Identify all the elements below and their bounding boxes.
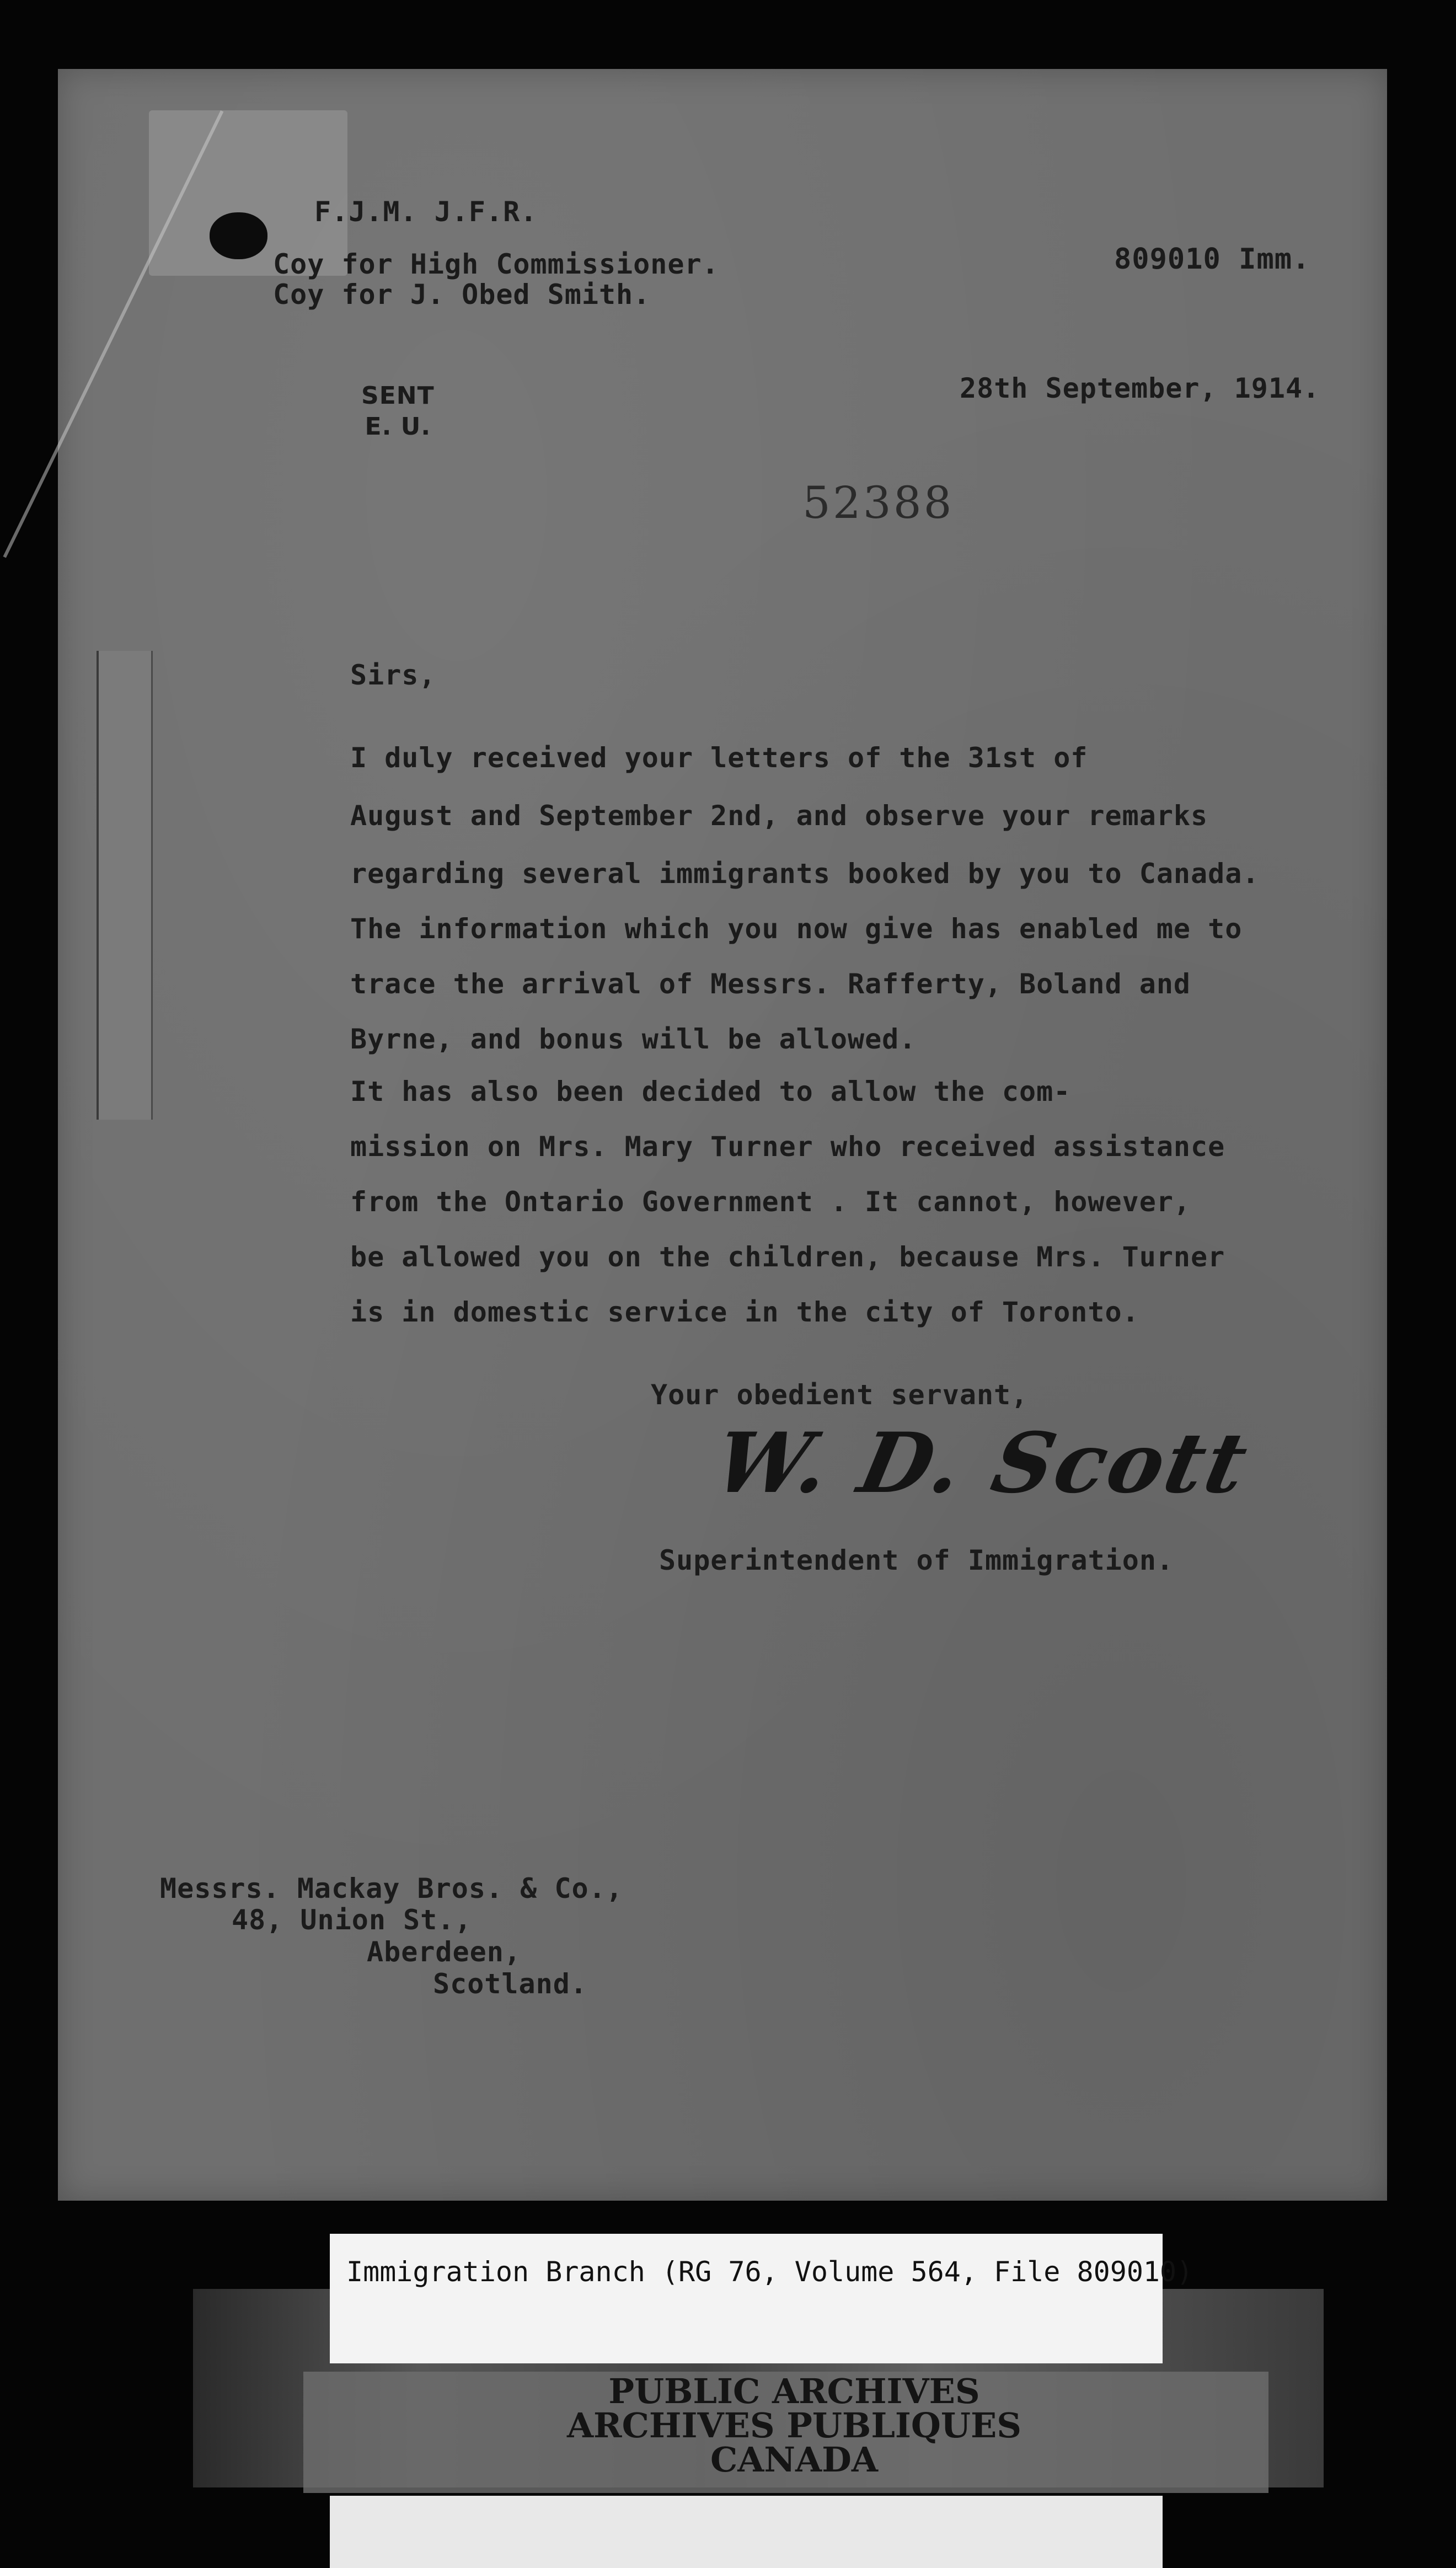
reference-initials: F.J.M. J.F.R. [314, 196, 538, 228]
sent-stamp [361, 381, 435, 442]
punch-hole [210, 212, 267, 259]
archives-stamp [546, 2371, 1042, 2480]
archives-stamp-line-1: PUBLIC ARCHIVES [608, 2371, 980, 2411]
body-line: I duly received your letters of the 31st of [350, 742, 1088, 774]
body-line: The information which you now give has enabled me to [350, 913, 1243, 945]
letter-date: 28th September, 1914. [960, 372, 1320, 404]
bottom-label-strip [330, 2496, 1163, 2568]
copy-line-1: Coy for High Commissioner. [273, 248, 719, 280]
body-line: be allowed you on the children, because Mrs. Turner [350, 1241, 1225, 1273]
closing-line: Your obedient servant, [651, 1379, 1029, 1411]
body-line: trace the arrival of Messrs. Rafferty, Boland and [350, 968, 1191, 1000]
document-number: 52388 [802, 477, 954, 528]
folded-edge [97, 651, 153, 1120]
archives-stamp-line-3: CANADA [710, 2439, 879, 2480]
signatory-title: Superintendent of Immigration. [659, 1544, 1174, 1576]
copy-line-2: Coy for J. Obed Smith. [273, 279, 651, 311]
signature: W. D. Scott [706, 1415, 1257, 1512]
file-number: 809010 Imm. [1114, 243, 1310, 276]
archive-label-text: Immigration Branch (RG 76, Volume 564, File 809010) [346, 2256, 1193, 2288]
address-line: Scotland. [433, 1968, 587, 2000]
sent-stamp-line-2: E. U. [365, 413, 431, 441]
sent-stamp-line-1: SENT [361, 382, 435, 410]
body-line: is in domestic service in the city of Toronto. [350, 1296, 1139, 1328]
salutation: Sirs, [350, 659, 436, 691]
body-line: It has also been decided to allow the com- [350, 1076, 1071, 1108]
archives-stamp-line-2: ARCHIVES PUBLIQUES [566, 2405, 1022, 2446]
address-line: Aberdeen, [367, 1936, 521, 1968]
body-line: from the Ontario Government . It cannot, however, [350, 1186, 1191, 1218]
archive-label [330, 2234, 1193, 2363]
address-line: Messrs. Mackay Bros. & Co., [160, 1873, 623, 1904]
body-line: Byrne, and bonus will be allowed. [350, 1023, 917, 1055]
body-line: regarding several immigrants booked by you to Canada. [350, 858, 1260, 890]
body-line: August and September 2nd, and observe your remarks [350, 800, 1208, 832]
body-line: mission on Mrs. Mary Turner who received assistance [350, 1131, 1225, 1163]
address-line: 48, Union St., [232, 1904, 472, 1936]
